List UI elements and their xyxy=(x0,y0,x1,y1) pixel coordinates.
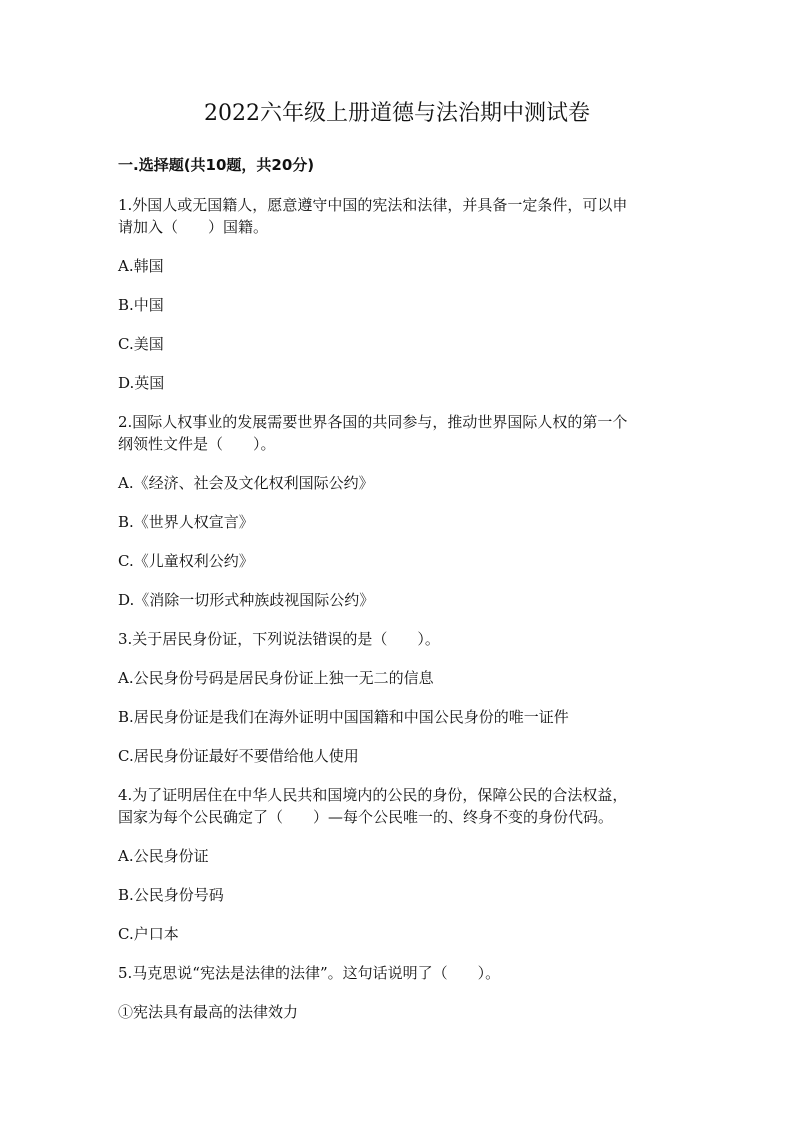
question-2-option-d: D.《消除一切形式种族歧视国际公约》 xyxy=(118,591,375,609)
question-2-stem-line-2: 纲领性文件是（ ）。 xyxy=(118,435,276,453)
question-5-stem xyxy=(118,962,676,984)
question-3-option-b: B.居民身份证是我们在海外证明中国国籍和中国公民身份的唯一证件 xyxy=(118,708,569,726)
section-heading: 一.选择题(共10题，共20分) xyxy=(118,156,315,174)
question-3-stem xyxy=(118,628,676,650)
question-4-stem xyxy=(118,784,676,828)
question-3-option-a: A.公民身份号码是居民身份证上独一无二的信息 xyxy=(118,669,434,687)
question-5-option-1: ①宪法具有最高的法律效力 xyxy=(118,1003,299,1021)
question-4-option-b: B.公民身份号码 xyxy=(118,886,224,904)
question-1-option-d: D.英国 xyxy=(118,374,165,392)
question-2-option-c: C.《儿童权利公约》 xyxy=(118,552,254,570)
question-4-option-a: A.公民身份证 xyxy=(118,847,209,865)
question-2-stem xyxy=(118,411,676,455)
question-2-option-a: A.《经济、社会及文化权利国际公约》 xyxy=(118,474,374,492)
question-1-option-a: A.韩国 xyxy=(118,257,164,275)
question-4-option-c: C.户口本 xyxy=(118,925,179,943)
question-2-stem-line-1: 2.国际人权事业的发展需要世界各国的共同参与，推动世界国际人权的第一个 xyxy=(118,413,628,431)
question-3-stem-line-1: 3.关于居民身份证，下列说法错误的是（ ）。 xyxy=(118,630,440,648)
question-1-option-c: C.美国 xyxy=(118,335,164,353)
question-3-option-c: C.居民身份证最好不要借给他人使用 xyxy=(118,747,359,765)
question-4-stem-line-2: 国家为每个公民确定了（ ）—每个公民唯一的、终身不变的身份代码。 xyxy=(118,808,614,826)
page-title: 2022六年级上册道德与法治期中测试卷 xyxy=(204,101,590,126)
question-1-option-b: B.中国 xyxy=(118,296,164,314)
question-1-stem-line-2: 请加入（ ）国籍。 xyxy=(118,218,269,236)
question-1-stem-line-1: 1.外国人或无国籍人，愿意遵守中国的宪法和法律，并具备一定条件，可以申 xyxy=(118,196,628,214)
question-1-stem xyxy=(118,194,676,238)
question-4-stem-line-1: 4.为了证明居住在中华人民共和国境内的公民的身份，保障公民的合法权益， xyxy=(118,786,628,804)
question-2-option-b: B.《世界人权宣言》 xyxy=(118,513,254,531)
question-5-stem-line-1: 5.马克思说“宪法是法律的法律”。这句话说明了（ ）。 xyxy=(118,964,501,982)
